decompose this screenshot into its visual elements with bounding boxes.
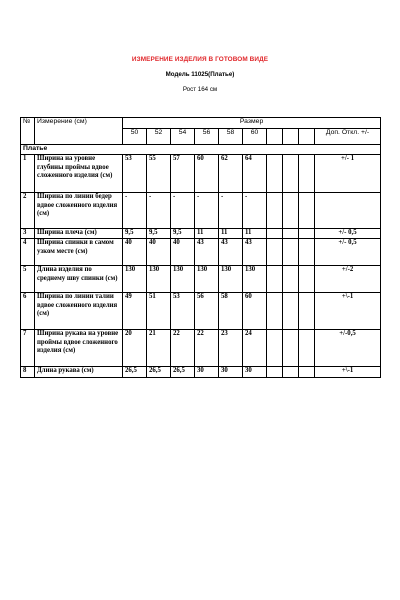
value-cell: 26,5 <box>171 367 195 378</box>
size-header-54: 54 <box>171 129 195 145</box>
row-number: 6 <box>21 293 35 330</box>
row-measure-name: Ширина спинки в самом узком месте (см) <box>35 239 123 266</box>
size-header-56: 56 <box>195 129 219 145</box>
value-cell: 43 <box>195 239 219 266</box>
table-row <box>21 266 381 293</box>
row-measure-name: Ширина плеча (см) <box>35 229 123 239</box>
value-cell: 9,5 <box>123 229 147 239</box>
table-row <box>21 330 381 367</box>
empty-cell <box>267 266 283 293</box>
value-cell: 49 <box>123 293 147 330</box>
tolerance-cell: +/-0,5 <box>315 330 381 367</box>
row-measure-name: Ширина по линии бедер вдвое сложенного изделия (см) <box>35 193 123 229</box>
empty-cell <box>267 193 283 229</box>
tolerance-cell: +\-1 <box>315 367 381 378</box>
row-number: 4 <box>21 239 35 266</box>
table-header-row <box>21 118 381 129</box>
value-cell: 26,5 <box>147 367 171 378</box>
table-row <box>21 367 381 378</box>
row-number: 8 <box>21 367 35 378</box>
measurement-table <box>20 117 381 378</box>
value-cell: 130 <box>195 266 219 293</box>
value-cell: 30 <box>219 367 243 378</box>
value-cell: 55 <box>147 155 171 193</box>
value-cell: 30 <box>243 367 267 378</box>
empty-cell <box>283 293 299 330</box>
value-cell: 40 <box>171 239 195 266</box>
empty-cell <box>299 155 315 193</box>
table-row <box>21 155 381 193</box>
value-cell: 30 <box>195 367 219 378</box>
value-cell: 24 <box>243 330 267 367</box>
value-cell: 58 <box>219 293 243 330</box>
height-label: Рост 164 см <box>182 86 218 93</box>
value-cell: 64 <box>243 155 267 193</box>
size-header-60: 60 <box>243 129 267 145</box>
row-number: 7 <box>21 330 35 367</box>
empty-cell <box>299 239 315 266</box>
row-number: 3 <box>21 229 35 239</box>
value-cell: - <box>243 193 267 229</box>
value-cell: 130 <box>243 266 267 293</box>
value-cell: 130 <box>219 266 243 293</box>
tolerance-cell: +/- 0,5 <box>315 229 381 239</box>
header-tolerance: Доп. Откл. +/- <box>315 129 381 145</box>
empty-cell <box>299 293 315 330</box>
row-measure-name: Ширина на уровне глубины проймы вдвое сложенного изделия (см) <box>35 155 123 193</box>
value-cell: - <box>171 193 195 229</box>
value-cell: 56 <box>195 293 219 330</box>
table-row <box>21 239 381 266</box>
empty-cell <box>267 293 283 330</box>
value-cell: 11 <box>243 229 267 239</box>
value-cell: 130 <box>171 266 195 293</box>
header-measure: Измерение (см) <box>35 118 123 145</box>
tolerance-cell: +/- 1 <box>315 155 381 193</box>
size-header-58: 58 <box>219 129 243 145</box>
table-row <box>21 293 381 330</box>
empty-cell <box>283 367 299 378</box>
section-label: Платье <box>21 145 381 155</box>
table-row <box>21 193 381 229</box>
row-measure-name: Длина изделия по среднему шву спинки (см) <box>35 266 123 293</box>
row-number: 5 <box>21 266 35 293</box>
empty-size-cell <box>283 129 299 145</box>
row-number: 2 <box>21 193 35 229</box>
empty-cell <box>299 367 315 378</box>
model-label: Модель 11025(Платье) <box>165 71 235 78</box>
table-row <box>21 229 381 239</box>
value-cell: 43 <box>219 239 243 266</box>
value-cell: 130 <box>123 266 147 293</box>
value-cell: 11 <box>195 229 219 239</box>
value-cell: 53 <box>171 293 195 330</box>
table-body <box>21 118 381 378</box>
size-header-50: 50 <box>123 129 147 145</box>
value-cell: - <box>123 193 147 229</box>
value-cell: 57 <box>171 155 195 193</box>
section-row <box>21 145 381 155</box>
document-title: ИЗМЕРЕНИЕ ИЗДЕЛИЯ В ГОТОВОМ ВИДЕ <box>131 56 269 63</box>
empty-cell <box>267 239 283 266</box>
empty-cell <box>283 239 299 266</box>
value-cell: 22 <box>195 330 219 367</box>
value-cell: 43 <box>243 239 267 266</box>
empty-cell <box>283 229 299 239</box>
value-cell: 23 <box>219 330 243 367</box>
value-cell: 26,5 <box>123 367 147 378</box>
value-cell: 53 <box>123 155 147 193</box>
value-cell: 130 <box>147 266 171 293</box>
value-cell: - <box>219 193 243 229</box>
empty-cell <box>267 229 283 239</box>
empty-cell <box>267 330 283 367</box>
empty-cell <box>283 266 299 293</box>
empty-cell <box>267 155 283 193</box>
size-header-52: 52 <box>147 129 171 145</box>
tolerance-cell: +\-1 <box>315 293 381 330</box>
tolerance-cell: +/- 0,5 <box>315 239 381 266</box>
value-cell: 11 <box>219 229 243 239</box>
row-number: 1 <box>21 155 35 193</box>
value-cell: 40 <box>147 239 171 266</box>
value-cell: 40 <box>123 239 147 266</box>
empty-size-cell <box>267 129 283 145</box>
value-cell: 62 <box>219 155 243 193</box>
header-size: Размер <box>123 118 381 129</box>
value-cell: - <box>147 193 171 229</box>
tolerance-cell: +/-2 <box>315 266 381 293</box>
value-cell: 20 <box>123 330 147 367</box>
empty-size-cell <box>299 129 315 145</box>
empty-cell <box>299 193 315 229</box>
value-cell: 21 <box>147 330 171 367</box>
empty-cell <box>283 330 299 367</box>
row-measure-name: Ширина по линии талии вдвое сложенного изделия (см) <box>35 293 123 330</box>
row-measure-name: Длина рукава (см) <box>35 367 123 378</box>
value-cell: 60 <box>195 155 219 193</box>
value-cell: 9,5 <box>147 229 171 239</box>
empty-cell <box>283 155 299 193</box>
empty-cell <box>283 193 299 229</box>
value-cell: 60 <box>243 293 267 330</box>
empty-cell <box>299 229 315 239</box>
row-measure-name: Ширина рукава на уровне проймы вдвое сложенного изделия (см) <box>35 330 123 367</box>
value-cell: 9,5 <box>171 229 195 239</box>
empty-cell <box>299 266 315 293</box>
empty-cell <box>299 330 315 367</box>
value-cell: 22 <box>171 330 195 367</box>
value-cell: 51 <box>147 293 171 330</box>
tolerance-cell <box>315 193 381 229</box>
header-num: № <box>21 118 35 145</box>
value-cell: - <box>195 193 219 229</box>
empty-cell <box>267 367 283 378</box>
